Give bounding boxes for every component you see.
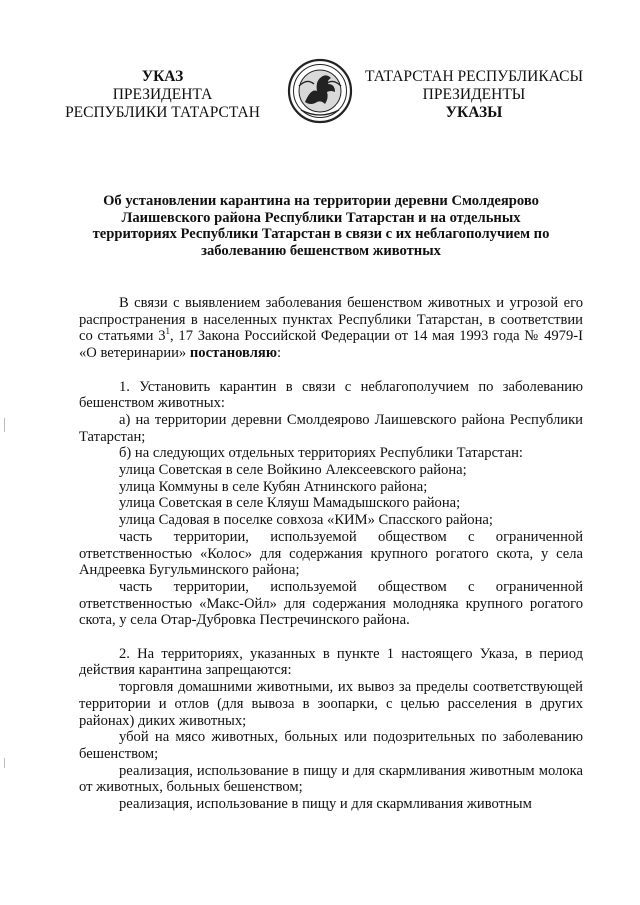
- body-paragraph: улица Советская в селе Кляуш Мамадышского района;: [119, 495, 461, 512]
- coat-of-arms-emblem: [287, 58, 353, 124]
- body-paragraph: 2. На территориях, указанных в пункте 1 настоящего Указа, в период действия карантина запрещаются:: [79, 645, 583, 679]
- intro-text-cont: , 17 Закона Российской Федерации от 14 мая 1993 года № 4979-I «О ветеринарии»: [79, 328, 583, 362]
- body-paragraph: а) на территории деревни Смолдеярово Лаишевского района Республики Татарстан;: [79, 411, 583, 445]
- header-republic-tatar: ТАТАРСТАН РЕСПУБЛИКАСЫ: [365, 68, 583, 85]
- body-paragraph: б) на следующих отдельных территориях Республики Татарстан:: [119, 445, 523, 462]
- issuer-header-tatar: [364, 68, 584, 122]
- body-paragraph: реализация, использование в пищу и для скармливания животным: [119, 796, 532, 813]
- header-issuer-tatar: ПРЕЗИДЕНТЫ: [422, 86, 526, 103]
- body-paragraph: часть территории, используемой обществом с ограниченной ответственностью «Макс-Ойл» для содержания молодняка крупного рогатого скота, у села Отар-Дубровка Пестречинского района.: [79, 578, 583, 629]
- body-paragraph: улица Садовая в поселке совхоза «КИМ» Спасского района;: [119, 512, 493, 529]
- article-superscript: 1: [165, 326, 170, 337]
- body-paragraph: реализация, использование в пищу и для скармливания животным молока от животных, больных бешенством;: [79, 762, 583, 796]
- intro-paragraph: [79, 295, 583, 362]
- header-issuer: ПРЕЗИДЕНТА: [112, 86, 213, 103]
- margin-mark: [4, 758, 5, 768]
- document-title: Об установлении карантина на территории деревни Смолдеярово Лаишевского района Республики Татарстан и на отдельных территориях Республики Татарстан в связи с их неблагополучием по заболеванию бешенством животных: [92, 193, 550, 259]
- document-body: [79, 295, 583, 813]
- intro-text: В связи с выявлением заболевания бешенством животных и угрозой его распространения в населенных пунктах Республики Татарстан, в соответствии со статьями 3: [79, 295, 583, 345]
- header-doc-type-tatar: УКАЗЫ: [445, 104, 503, 121]
- decree-keyword: постановляю: [189, 345, 277, 362]
- body-paragraph: улица Коммуны в селе Кубян Атнинского района;: [119, 478, 428, 495]
- body-paragraph: 1. Установить карантин в связи с неблагополучием по заболеванию бешенством животных:: [79, 378, 583, 412]
- body-paragraph: часть территории, используемой обществом с ограниченной ответственностью «Колос» для содержания крупного рогатого скота, у села Андреевка Бугульминского района;: [79, 528, 583, 579]
- margin-mark: [4, 418, 5, 432]
- header-republic: РЕСПУБЛИКИ ТАТАРСТАН: [65, 104, 260, 121]
- decree-paragraphs: [79, 379, 583, 813]
- header-doc-type: УКАЗ: [141, 68, 184, 85]
- issuer-header-russian: [60, 68, 265, 122]
- body-paragraph: торговля домашними животными, их вывоз за пределы соответствующей территории и отлов (для вывоза в зоопарки, с целью расселения в других районах) диких животных;: [79, 679, 583, 729]
- body-paragraph: улица Советская в селе Войкино Алексеевского района;: [119, 462, 467, 479]
- body-paragraph: убой на мясо животных, больных или подозрительных по заболеванию бешенством;: [79, 729, 583, 762]
- intro-end: :: [276, 345, 282, 362]
